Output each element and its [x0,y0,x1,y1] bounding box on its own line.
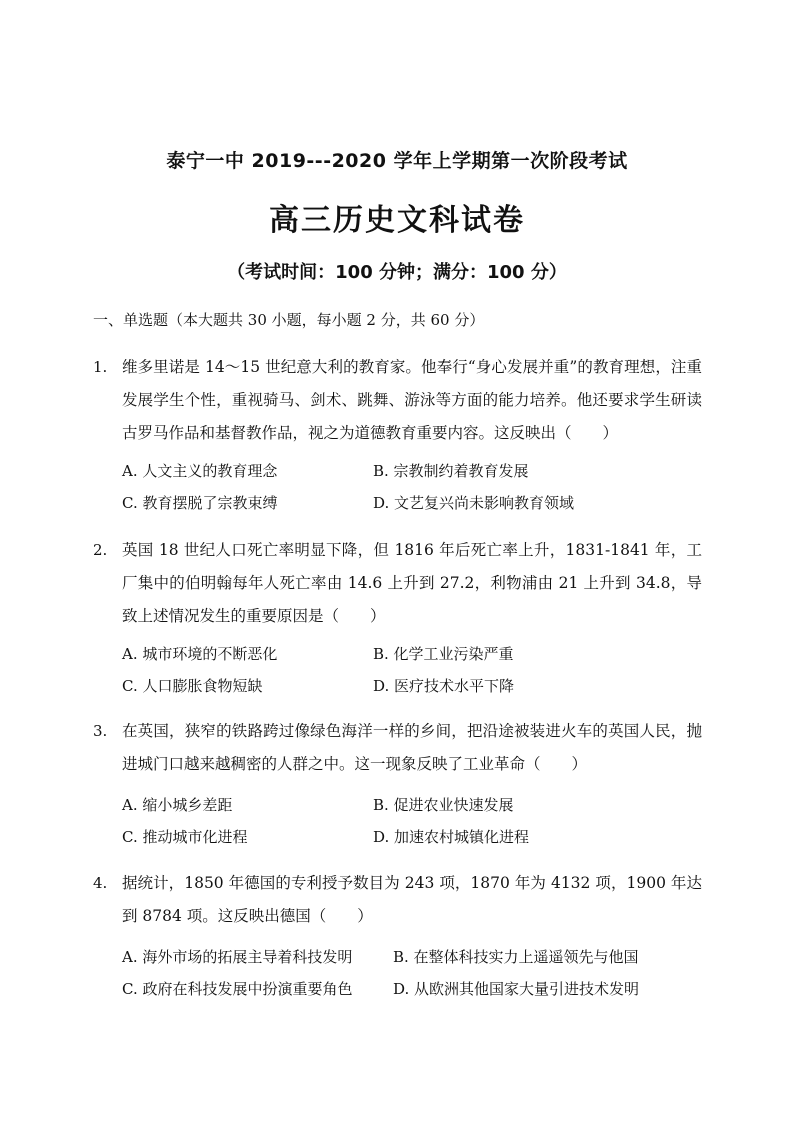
exam-time-score-info: （考试时间：100 分钟；满分：100 分） [227,262,567,283]
option-a: A. 人文主义的教育理念 [122,462,278,480]
option-b: B. 化学工业污染严重 [373,645,514,663]
option-d: D. 从欧洲其他国家大量引进技术发明 [393,980,640,998]
option-d: D. 医疗技术水平下降 [373,677,515,695]
question-stem: 维多里诺是 14～15 世纪意大利的教育家。他奉行“身心发展并重”的教育理想，注重发展学生个性，重视骑马、剑术、跳舞、游泳等方面的能力培养。他还要求学生研读古罗马作品和基督教作品，视之为道德教育重要内容。这反映出（ ） [122,358,702,442]
option-c: C. 教育摆脱了宗教束缚 [122,494,278,512]
question-stem: 英国 18 世纪人口死亡率明显下降，但 1816 年后死亡率上升，1831-1841 年，工厂集中的伯明翰每年人死亡率由 14.6 上升到 27.2，利物浦由 21 上升到 34.8，导致上述情况发生的重要原因是（ ） [122,541,702,625]
option-b: B. 促进农业快速发展 [373,796,514,814]
option-b: B. 在整体科技实力上遥遥领先与他国 [393,948,639,966]
question-stem: 在英国，狭窄的铁路跨过像绿色海洋一样的乡间，把沿途被装进火车的英国人民，抛进城门口越来越稠密的人群之中。这一现象反映了工业革命（ ） [122,722,702,773]
option-c: C. 推动城市化进程 [122,828,248,846]
option-b: B. 宗教制约着教育发展 [373,462,529,480]
question-options [122,789,722,853]
school-exam-title: 泰宁一中 2019---2020 学年上学期第一次阶段考试 [166,150,628,172]
question-options [122,638,722,702]
option-a: A. 缩小城乡差距 [122,796,233,814]
question-number: 1. [93,358,108,376]
question-options [122,941,722,1005]
option-a: A. 海外市场的拓展主导着科技发明 [122,948,353,966]
option-c: C. 政府在科技发展中扮演重要角色 [122,980,353,998]
option-a: A. 城市环境的不断恶化 [122,645,278,663]
question-number: 4. [93,874,108,892]
question-number: 3. [93,722,108,740]
option-d: D. 文艺复兴尚未影响教育领域 [373,494,575,512]
question-number: 2. [93,541,108,559]
option-c: C. 人口膨胀食物短缺 [122,677,263,695]
question-stem: 据统计，1850 年德国的专利授予数目为 243 项，1870 年为 4132 项，1900 年达到 8784 项。这反映出德国（ ） [122,874,702,925]
exam-subject-title: 高三历史文科试卷 [269,203,525,238]
section-header: 一、单选题（本大题共 30 小题，每小题 2 分，共 60 分） [93,311,485,329]
option-d: D. 加速农村城镇化进程 [373,828,530,846]
question-options [122,455,722,519]
